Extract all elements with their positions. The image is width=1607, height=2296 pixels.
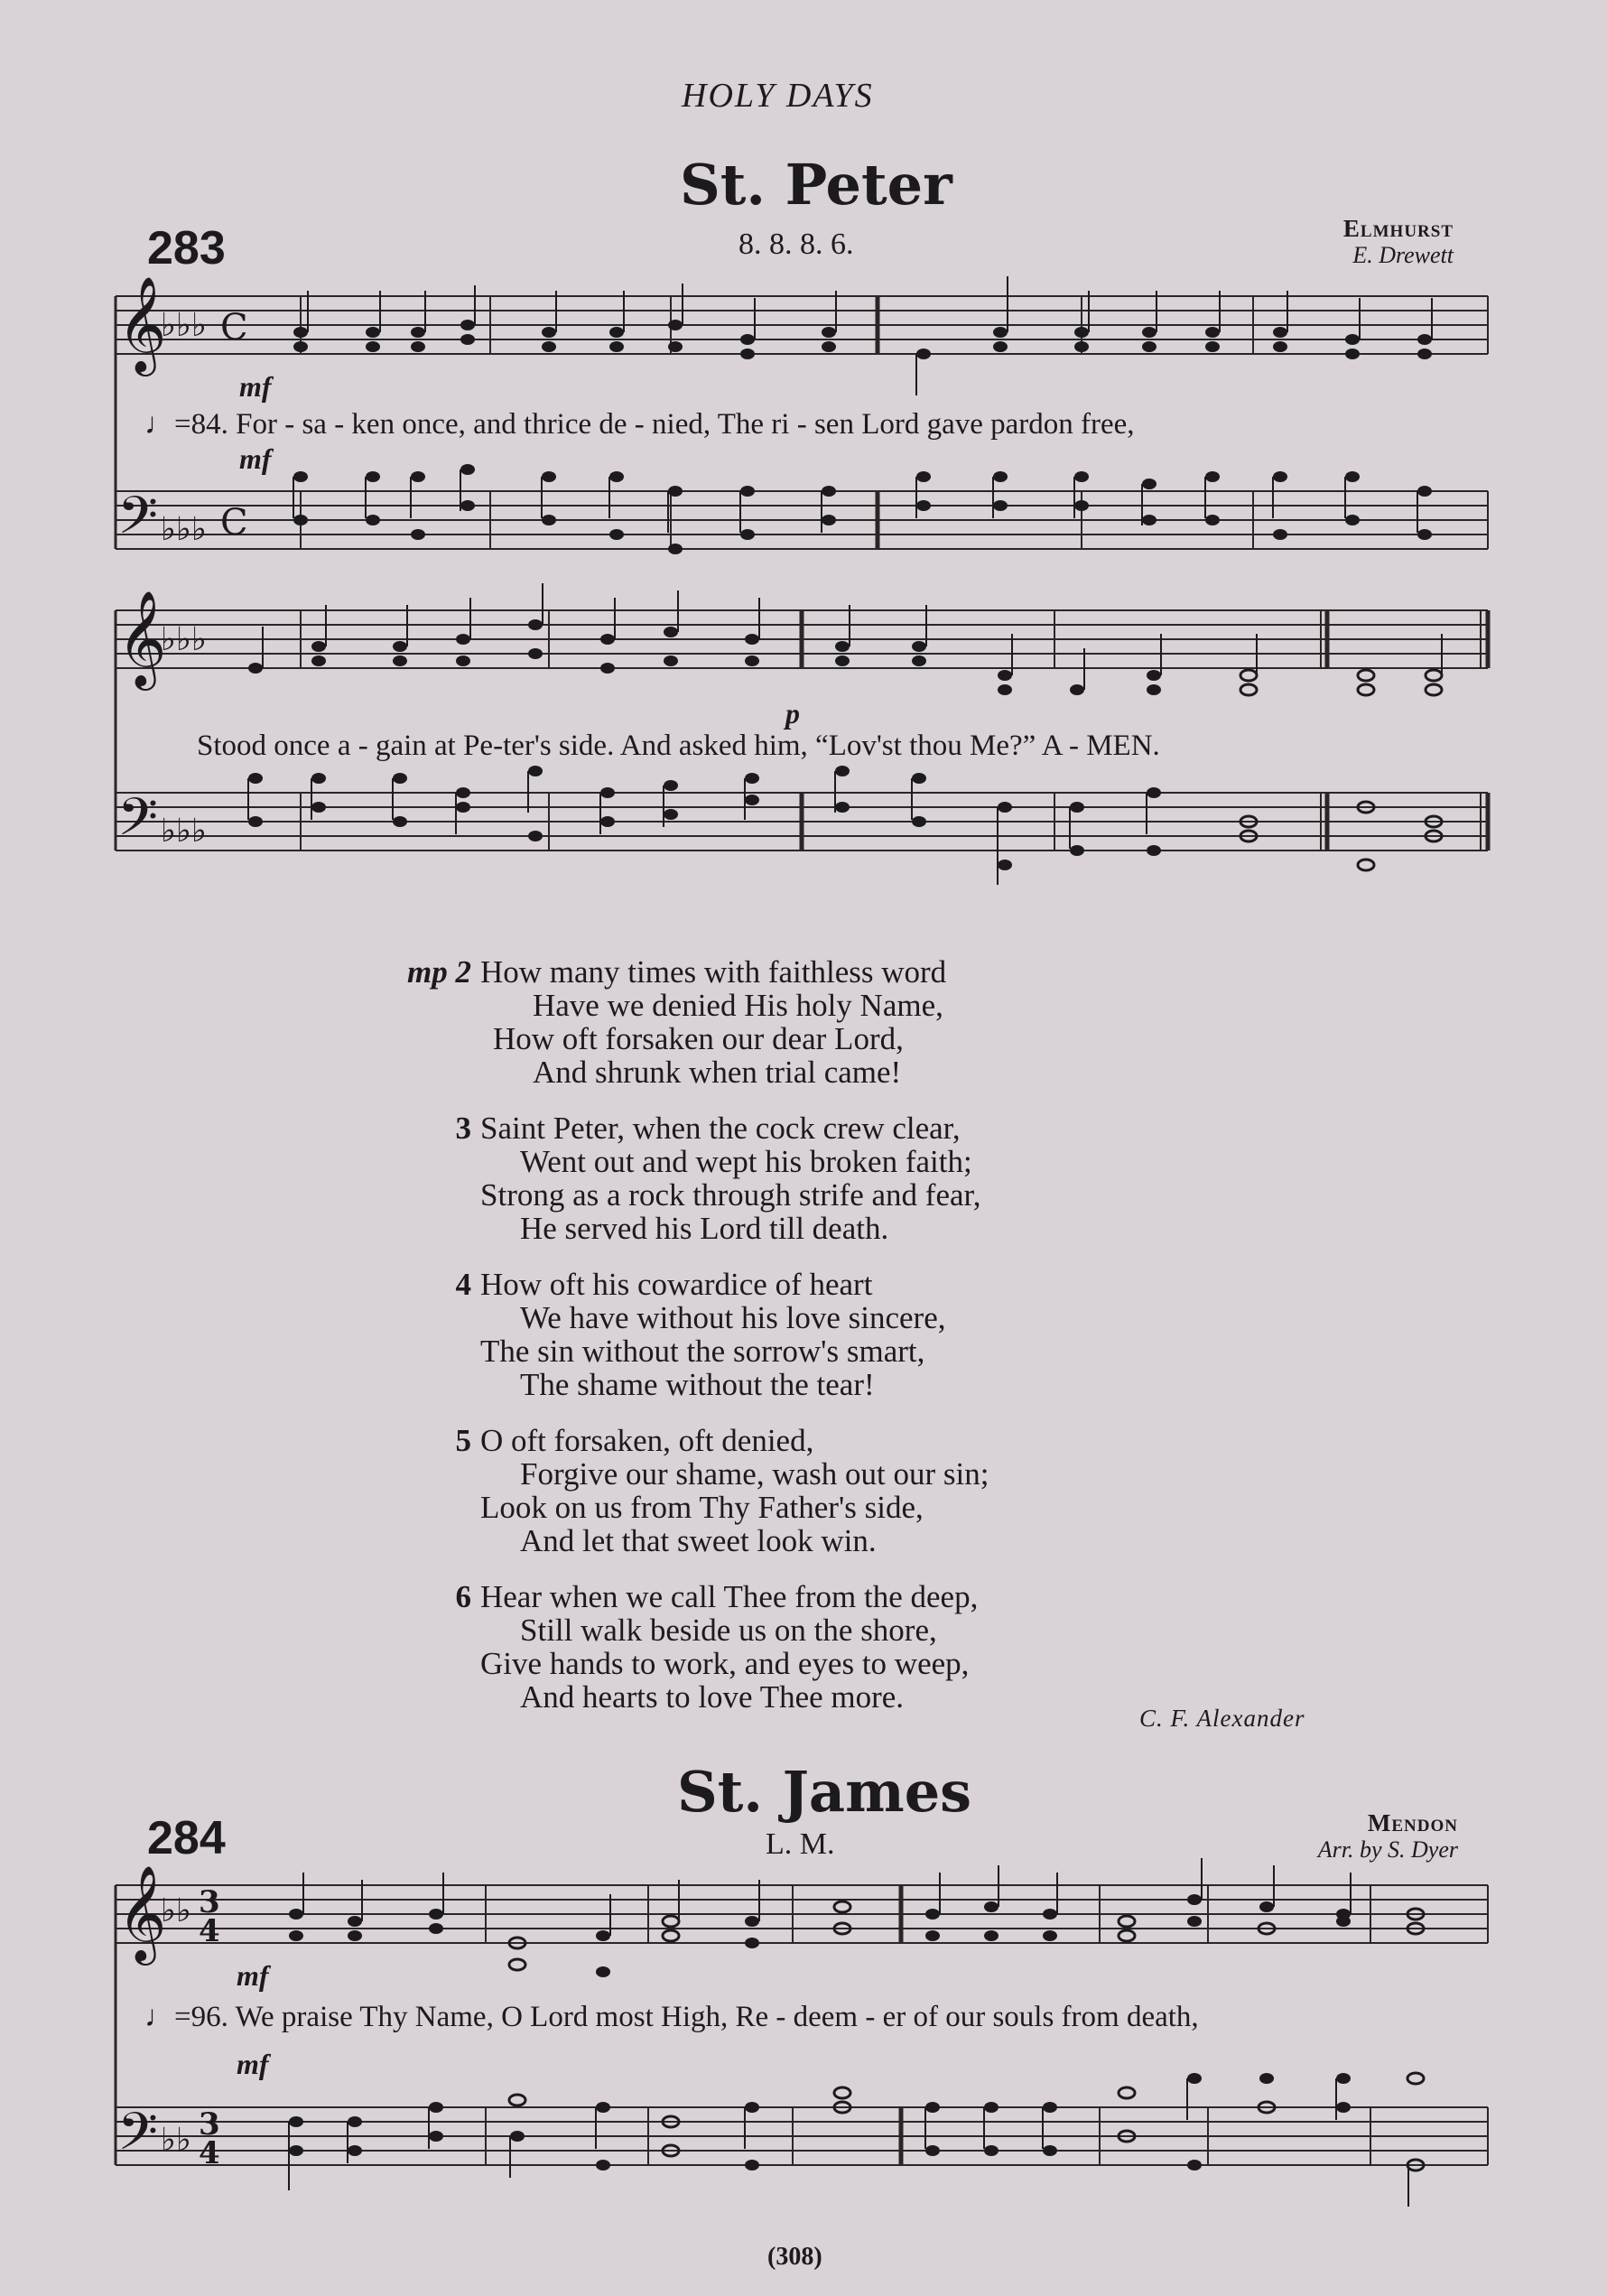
verse-number: 4 (455, 1267, 471, 1302)
tune-credit (1318, 1809, 1458, 1864)
music-system-3 (107, 1864, 1497, 2214)
tempo-mark: ♩=84. (144, 408, 228, 441)
verse-line: The sin without the sorrow's smart, (480, 1334, 925, 1369)
svg-text:♭♭♭: ♭♭♭ (161, 621, 207, 658)
verse-line: Forgive our shame, wash out our sin; (520, 1456, 989, 1492)
svg-text:♭♭♭: ♭♭♭ (161, 307, 207, 344)
verse-line: Have we denied His holy Name, (533, 988, 943, 1023)
verse-number: 5 (455, 1423, 471, 1458)
verse-line: Still walk beside us on the shore, (520, 1613, 937, 1648)
svg-text:4: 4 (199, 2135, 220, 2171)
verse-line: He served his Lord till death. (520, 1211, 889, 1246)
svg-text:♭♭: ♭♭ (161, 2122, 191, 2159)
lyrics-text: For - sa - ken once, and thrice de - nied, The ri - sen Lord gave pardon free, (236, 408, 1135, 441)
hymn-author: C. F. Alexander (1139, 1705, 1305, 1732)
dynamic-mf: mf (237, 1959, 269, 1992)
hymn-title: St. Peter (680, 152, 952, 218)
music-system-1 (107, 275, 1497, 607)
lyrics-line-1 (144, 408, 1135, 442)
verse-line: How oft forsaken our dear Lord, (493, 1021, 904, 1056)
arranger: Arr. by S. Dyer (1317, 1836, 1458, 1863)
lyrics-line-2: Stood once a - gain at Pe-ter's side. And asked him, “Lov'st thou Me?” A - MEN. (197, 730, 1160, 762)
svg-text:𝄞: 𝄞 (117, 1864, 167, 1961)
dynamic-p: p (785, 697, 800, 730)
verse-line: How many times with faithless word (480, 954, 947, 990)
tune-credit (1343, 215, 1454, 269)
tempo-mark: ♩=96. (144, 2001, 228, 2033)
hymn-number: 283 (147, 222, 226, 274)
hymn-title: St. James (677, 1759, 972, 1825)
svg-text:C: C (220, 502, 248, 544)
verse-line: Look on us from Thy Father's side, (480, 1490, 924, 1525)
svg-text:3: 3 (199, 1884, 220, 1920)
svg-text:C: C (220, 307, 248, 349)
verse-number: mp 2 (407, 954, 471, 990)
verse-line: Saint Peter, when the cock crew clear, (480, 1111, 961, 1146)
verse-5 (394, 1424, 989, 1557)
svg-text:𝄢: 𝄢 (117, 485, 159, 559)
section-heading: HOLY DAYS (682, 77, 874, 115)
verse-line: And shrunk when trial came! (533, 1055, 902, 1090)
dynamic-mf: mf (239, 370, 272, 403)
verse-line: We have without his love sincere, (520, 1300, 946, 1335)
verse-line: Strong as a rock through strife and fear, (480, 1177, 981, 1213)
verse-line: O oft forsaken, oft denied, (480, 1423, 814, 1458)
verse-line: The shame without the tear! (520, 1367, 875, 1402)
verse-line: Went out and wept his broken faith; (520, 1144, 972, 1179)
verse-4 (394, 1268, 989, 1401)
svg-text:♭♭♭: ♭♭♭ (161, 511, 207, 548)
hymn-meter: 8. 8. 8. 6. (738, 228, 854, 261)
svg-text:♭♭: ♭♭ (161, 1892, 191, 1929)
verse-line: And hearts to love Thee more. (520, 1679, 905, 1715)
dynamic-mf-bass: mf (237, 2048, 269, 2080)
composer: E. Drewett (1352, 242, 1454, 268)
tune-name: Elmhurst (1342, 215, 1454, 242)
verse-line: Hear when we call Thee from the deep, (480, 1579, 979, 1614)
verse-2 (394, 955, 989, 1089)
svg-text:𝄞: 𝄞 (117, 275, 167, 372)
svg-text:𝄢: 𝄢 (117, 786, 159, 860)
verse-6 (394, 1580, 989, 1714)
svg-text:𝄞: 𝄞 (117, 590, 167, 686)
verse-line: And let that sweet look win. (520, 1523, 877, 1558)
svg-text:4: 4 (199, 1913, 220, 1949)
svg-text:𝄢: 𝄢 (117, 2101, 159, 2175)
verse-3 (394, 1111, 989, 1245)
svg-text:3: 3 (199, 2106, 220, 2143)
tune-name: Mendon (1367, 1809, 1458, 1836)
hymn-meter: L. M. (766, 1827, 835, 1861)
svg-text:♭♭♭: ♭♭♭ (161, 813, 207, 850)
lyrics-line-1 (144, 2001, 1199, 2034)
verse-line: Give hands to work, and eyes to weep, (480, 1646, 970, 1681)
verse-number: 6 (455, 1579, 471, 1614)
page-number: (308) (767, 2243, 822, 2271)
hymn-number: 284 (147, 1812, 226, 1864)
hymn-verses (394, 955, 989, 1736)
dynamic-mf-bass: mf (239, 442, 272, 475)
lyrics-text: We praise Thy Name, O Lord most High, Re - deem - er of our souls from death, (235, 2001, 1199, 2033)
verse-line: How oft his cowardice of heart (480, 1267, 873, 1302)
verse-number: 3 (455, 1111, 471, 1146)
